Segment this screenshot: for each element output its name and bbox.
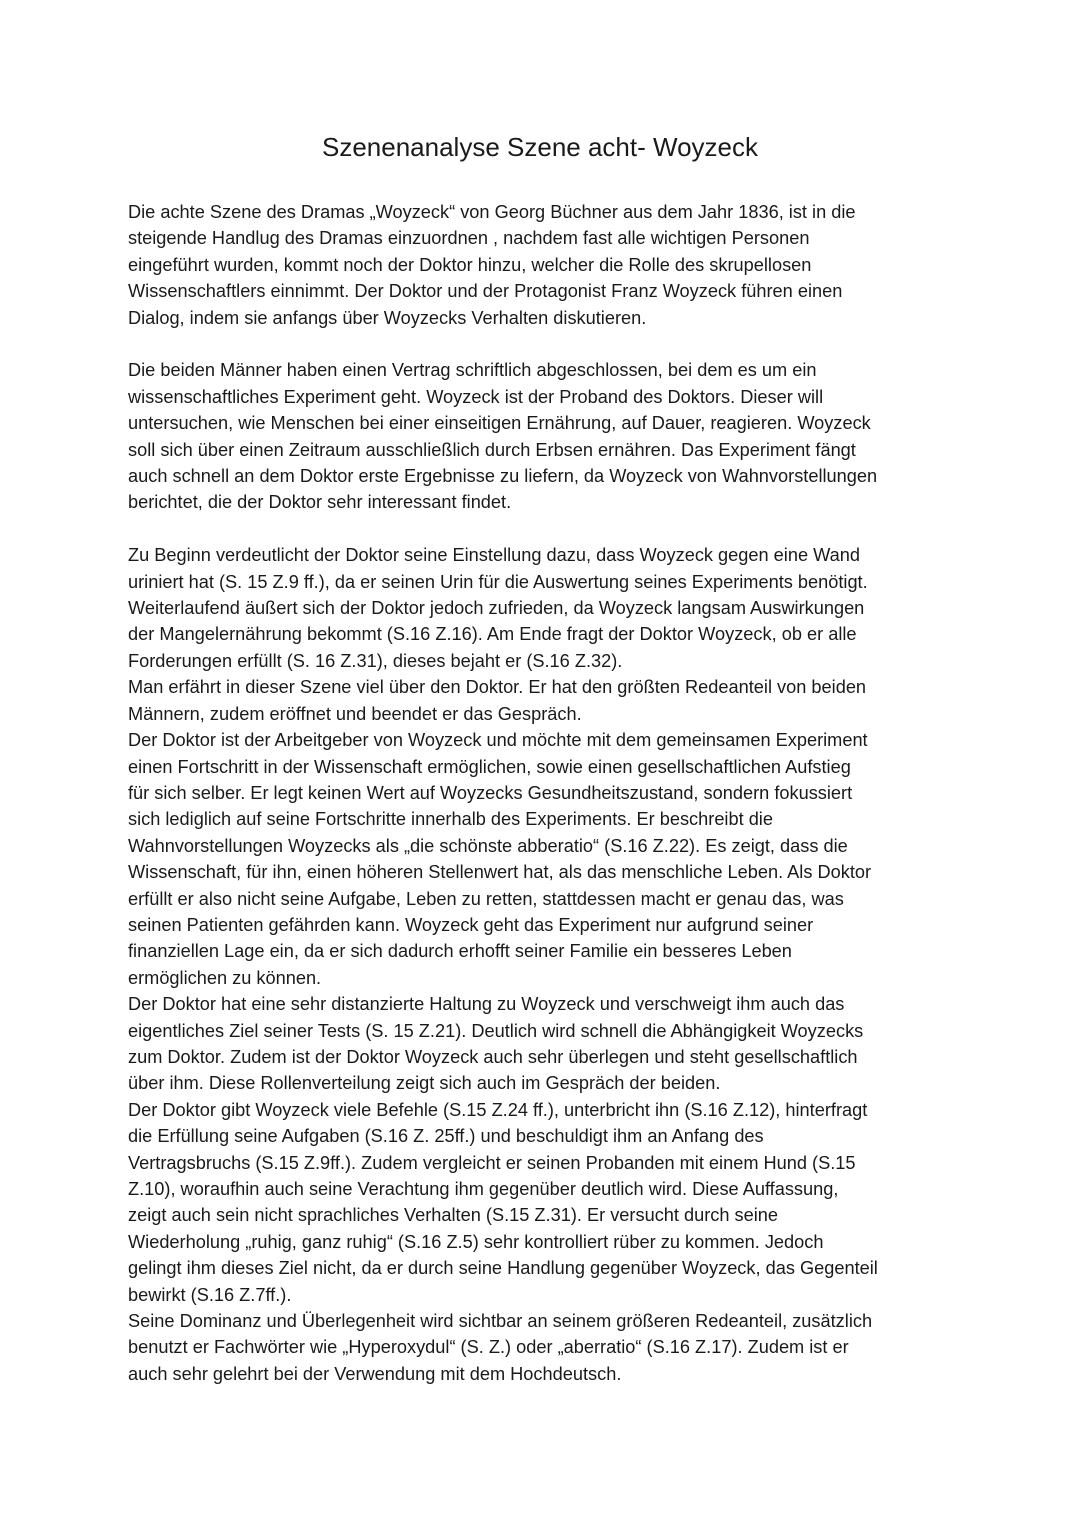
text-line: eingeführt wurden, kommt noch der Doktor hinzu, welcher die Rolle des skrupellosen xyxy=(128,254,812,275)
text-line: eigentliches Ziel seiner Tests (S. 15 Z.21). Deutlich wird schnell die Abhängigkeit Woyzecks xyxy=(128,1020,864,1041)
text-line: der Mangelernährung bekommt (S.16 Z.16). Am Ende fragt der Doktor Woyzeck, ob er alle xyxy=(128,624,857,645)
text-line: Die achte Szene des Dramas „Woyzeck“ von Georg Büchner aus dem Jahr 1836, ist in die xyxy=(128,202,856,222)
text-line: Weiterlaufend äußert sich der Doktor jedoch zufrieden, da Woyzeck langsam Auswirkungen xyxy=(128,598,865,619)
text-line: Dialog, indem sie anfangs über Woyzecks Verhalten diskutieren. xyxy=(128,307,647,328)
paragraph-spacer xyxy=(128,516,960,542)
paragraph xyxy=(128,542,960,674)
text-line: berichtet, die der Doktor sehr interessant findet. xyxy=(128,492,512,513)
text-line: zum Doktor. Zudem ist der Doktor Woyzeck auch sehr überlegen und steht gesellschaftlich xyxy=(128,1046,858,1067)
text-line: sich lediglich auf seine Fortschritte innerhalb des Experiments. Er beschreibt die xyxy=(128,809,773,830)
text-line: erfüllt er also nicht seine Aufgabe, Leben zu retten, stattdessen macht er genau das, was xyxy=(128,888,844,909)
paragraph xyxy=(128,1097,960,1308)
text-line: seinen Patienten gefährden kann. Woyzeck geht das Experiment nur aufgrund seiner xyxy=(128,914,814,935)
text-line: wissenschaftliches Experiment geht. Woyzeck ist der Proband des Doktors. Dieser will xyxy=(128,386,824,407)
paragraph xyxy=(128,991,960,1097)
text-line: Zu Beginn verdeutlicht der Doktor seine Einstellung dazu, dass Woyzeck gegen eine Wand xyxy=(128,545,860,566)
text-line: Wissenschaftlers einnimmt. Der Doktor und der Protagonist Franz Woyzeck führen einen xyxy=(128,281,843,302)
text-line: untersuchen, wie Menschen bei einer einseitigen Ernährung, auf Dauer, reagieren. Woyzeck xyxy=(128,413,871,434)
text-line: ermöglichen zu können. xyxy=(128,967,322,988)
document-body xyxy=(128,199,960,1387)
text-line: einen Fortschritt in der Wissenschaft ermöglichen, sowie einen gesellschaftlichen Aufstieg xyxy=(128,756,851,777)
paragraph xyxy=(128,727,960,991)
text-line: auch sehr gelehrt bei der Verwendung mit dem Hochdeutsch. xyxy=(128,1363,622,1384)
text-line: gelingt ihm dieses Ziel nicht, da er durch seine Handlung gegenüber Woyzeck, das Gegenteil xyxy=(128,1258,878,1279)
text-line: für sich selber. Er legt keinen Wert auf Woyzecks Gesundheitszustand, sondern fokussiert xyxy=(128,782,853,803)
text-line: Der Doktor gibt Woyzeck viele Befehle (S.15 Z.24 ff.), unterbricht ihn (S.16 Z.12), hinterfragt xyxy=(128,1099,868,1120)
text-line: Die beiden Männer haben einen Vertrag schriftlich abgeschlossen, bei dem es um ein xyxy=(128,360,817,381)
text-line: Der Doktor hat eine sehr distanzierte Haltung zu Woyzeck und verschweigt ihm auch das xyxy=(128,994,845,1015)
text-line: Männern, zudem eröffnet und beendet er das Gespräch. xyxy=(128,703,582,724)
paragraph-spacer xyxy=(128,331,960,357)
text-line: zeigt auch sein nicht sprachliches Verhalten (S.15 Z.31). Er versucht durch seine xyxy=(128,1205,779,1226)
document-title: Szenenanalyse Szene acht- Woyzeck xyxy=(322,132,758,162)
text-line: auch schnell an dem Doktor erste Ergebnisse zu liefern, da Woyzeck von Wahnvorstellungen xyxy=(128,466,878,487)
text-line: benutzt er Fachwörter wie „Hyperoxydul“ (S. Z.) oder „aberratio“ (S.16 Z.17). Zudem ist er xyxy=(128,1337,849,1358)
text-line: über ihm. Diese Rollenverteilung zeigt sich auch im Gespräch der beiden. xyxy=(128,1073,721,1094)
text-line: steigende Handlug des Dramas einzuordnen , nachdem fast alle wichtigen Personen xyxy=(128,228,810,249)
text-line: uriniert hat (S. 15 Z.9 ff.), da er seinen Urin für die Auswertung seines Experiments benötigt. xyxy=(128,571,868,592)
text-line: die Erfüllung seine Aufgaben (S.16 Z. 25ff.) und beschuldigt ihm an Anfang des xyxy=(128,1126,764,1147)
paragraph xyxy=(128,674,960,727)
paragraph xyxy=(128,1308,960,1387)
paragraph xyxy=(128,357,960,515)
text-line: finanziellen Lage ein, da er sich dadurch erhofft seiner Familie ein besseres Leben xyxy=(128,941,792,962)
paragraph xyxy=(128,199,960,331)
text-line: bewirkt (S.16 Z.7ff.). xyxy=(128,1284,292,1305)
text-line: Wissenschaft, für ihn, einen höheren Stellenwert hat, als das menschliche Leben. Als Doktor xyxy=(128,862,872,883)
text-line: Der Doktor ist der Arbeitgeber von Woyzeck und möchte mit dem gemeinsamen Experiment xyxy=(128,730,868,751)
text-line: Vertragsbruchs (S.15 Z.9ff.). Zudem vergleicht er seinen Probanden mit einem Hund (S.15 xyxy=(128,1152,856,1173)
text-line: Seine Dominanz und Überlegenheit wird sichtbar an seinem größeren Redeanteil, zusätzlich xyxy=(128,1311,873,1332)
text-line: soll sich über einen Zeitraum ausschließlich durch Erbsen ernähren. Das Experiment fängt xyxy=(128,439,856,460)
text-line: Wiederholung „ruhig, ganz ruhig“ (S.16 Z.5) sehr kontrolliert rüber zu kommen. Jedoch xyxy=(128,1231,824,1252)
text-line: Z.10), woraufhin auch seine Verachtung ihm gegenüber deutlich wird. Diese Auffassung, xyxy=(128,1179,839,1199)
text-line: Wahnvorstellungen Woyzecks als „die schönste abberatio“ (S.16 Z.22). Es zeigt, dass die xyxy=(128,835,848,856)
text-line: Forderungen erfüllt (S. 16 Z.31), dieses bejaht er (S.16 Z.32). xyxy=(128,650,623,671)
text-line: Man erfährt in dieser Szene viel über den Doktor. Er hat den größten Redeanteil von beiden xyxy=(128,677,867,698)
